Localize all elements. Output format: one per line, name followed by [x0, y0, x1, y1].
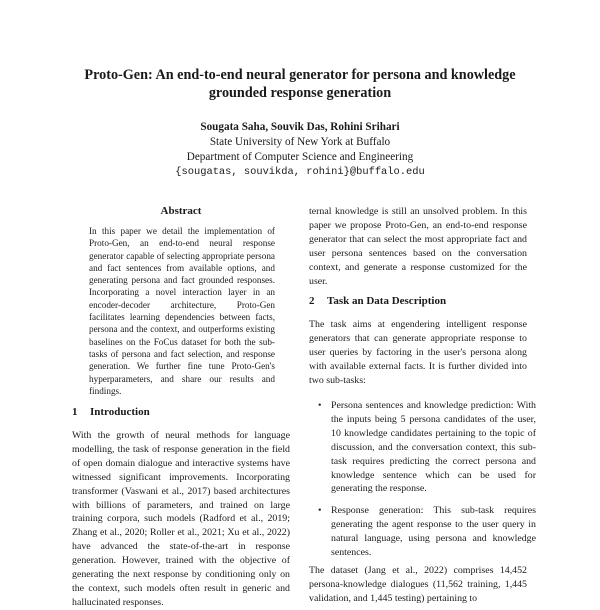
introduction-text: With the growth of neural methods for language modelling, the task of response generation in the field of open domain dialogue and interactive systems have witnessed significant improvements. Incorporating transformer (Vaswani et al., 2017) based architectures with billions of parameters, and trained on large training corpora, such models (Radford et al., 2019; Zhang et al., 2020; Roller et al., 2021; Xu et al., 2022) have advanced the state-of-the-art in response generation. However, trained with the objective of generating the next response by conditioning only on the context, such models often result in generic and hallucinated responses.	[72, 430, 290, 608]
section-1-title: Introduction	[90, 406, 150, 418]
author-block	[60, 120, 540, 180]
paper-title: Proto-Gen: An end-to-end neural generator for persona and knowledge grounded response generation	[84, 67, 516, 101]
abstract-heading: Abstract	[160, 205, 202, 217]
abstract-text: In this paper we detail the implementation of Proto-Gen, an end-to-end neural response generator capable of selecting appropriate persona and fact sentences from available options, and generating persona and fact grounded responses. Incorporating a novel interaction layer in an encoder-decoder architecture, Proto-Gen facilitates learning dependencies between facts, persona and the context, and outperforms existing baselines on the FoCus dataset for both the sub-tasks of persona and fact selection, and response generation. We further fine tune Proto-Gen's hyperparameters, and share our results and findings.	[89, 226, 275, 396]
author-names: Sougata Saha, Souvik Das, Rohini Srihari	[200, 121, 400, 133]
section-2-intro-text: The task aims at engendering intelligent response generators that can generate appropriate response to user queries by factoring in the user's persona along with available external facts. It is further divided into two sub-tasks:	[309, 319, 527, 386]
author-emails: {sougatas, souvikda, rohini}@buffalo.edu	[175, 166, 425, 178]
section-2-title: Task an Data Description	[327, 295, 447, 307]
section-1-heading	[72, 406, 150, 418]
column-continuation-text: ternal knowledge is still an unsolved problem. In this paper we propose Proto-Gen, an end-to-end response generator that can select the most appropriate fact and user persona sentences based on the conversation context, and generate a response customized for the user.	[309, 206, 527, 287]
section-2-number: 2	[309, 295, 315, 307]
affiliation-university: State University of New York at Buffalo	[209, 136, 391, 148]
bullet-icon: •	[318, 505, 322, 517]
affiliation-department: Department of Computer Science and Engineering	[186, 151, 414, 163]
dataset-text: The dataset (Jang et al., 2022) comprises 14,452 persona-knowledge dialogues (11,562 training, 1,445 validation, and 1,445 testing) pertaining to	[309, 565, 527, 604]
bullet-icon: •	[318, 400, 322, 411]
section-2-heading	[309, 295, 446, 307]
subtask-item: • Response generation: This sub-task requires generating the agent response to the user query in natural language, using persona and knowledge sentences.	[318, 505, 536, 559]
section-1-number: 1	[72, 406, 78, 418]
subtask-list	[318, 399, 536, 568]
subtask-item: • Persona sentences and knowledge prediction: With the inputs being 5 persona candidates of the user, 10 knowledge candidates pertaining to the topic of discussion, and the conversation context, this sub-task requires predicting the correct persona and knowledge sentence which can be used for generating the response.	[318, 400, 536, 495]
